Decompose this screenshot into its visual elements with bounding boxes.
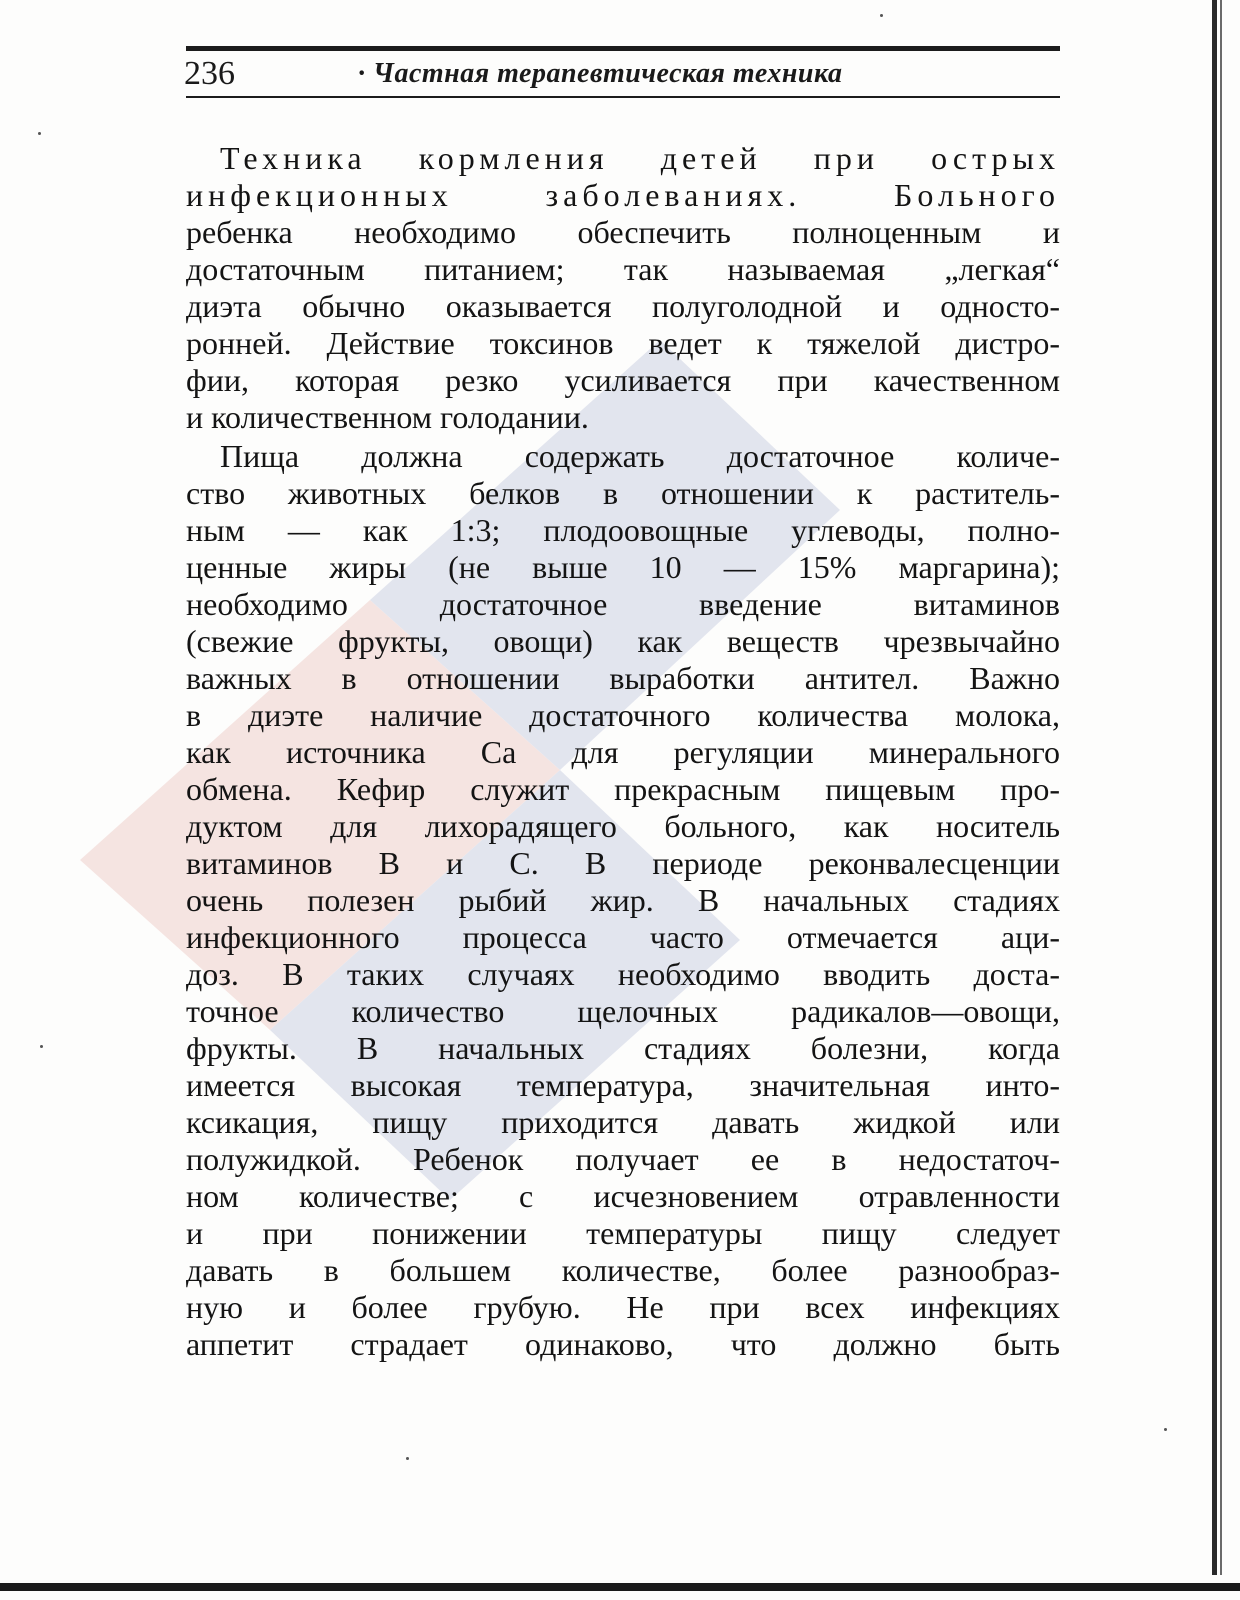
text-line: Техника кормления детей при острых (220, 140, 1060, 176)
text-line: как источника Са для регуляции минерального (186, 734, 1060, 770)
text-line: ребенка необходимо обеспечить полноценным и (186, 214, 1060, 250)
text-line: ство животных белков в отношении к раститель- (186, 475, 1060, 511)
text-line: ном количестве; с исчезновением отравленности (186, 1178, 1060, 1214)
text-line: очень полезен рыбий жир. В начальных стадиях (186, 882, 1060, 918)
text-line: ную и более грубую. Не при всех инфекциях (186, 1289, 1060, 1325)
text-line: давать в большем количестве, более разнообраз- (186, 1252, 1060, 1288)
text-line: аппетит страдает одинаково, что должно быть (186, 1326, 1060, 1362)
text-line: необходимо достаточное введение витаминов (186, 586, 1060, 622)
scan-speck (880, 14, 883, 17)
text-line: ценные жиры (не выше 10 — 15% маргарина); (186, 549, 1060, 585)
text-line: и при понижении температуры пищу следует (186, 1215, 1060, 1251)
text-line: инфекционного процесса часто отмечается аци- (186, 919, 1060, 955)
text-line: важных в отношении выработки антител. Важно (186, 660, 1060, 696)
text-line: (свежие фрукты, овощи) как веществ чрезвычайно (186, 623, 1060, 659)
text-line: доз. В таких случаях необходимо вводить доста- (186, 956, 1060, 992)
page-right-edge (1212, 0, 1217, 1575)
text-line: обмена. Кефир служит прекрасным пищевым про- (186, 771, 1060, 807)
text-line: ронней. Действие токсинов ведет к тяжелой дистро- (186, 325, 1060, 361)
page-number: 236 (184, 55, 235, 92)
text-line: фрукты. В начальных стадиях болезни, когда (186, 1030, 1060, 1066)
running-head: · Частная терапевтическая техника (358, 58, 843, 89)
text-line: ным — как 1:3; плодоовощные углеводы, полно- (186, 512, 1060, 548)
scan-speck (1164, 1428, 1167, 1431)
text-line: и количественном голодании. (186, 399, 589, 435)
scan-speck (406, 1457, 409, 1460)
scan-speck (40, 1045, 43, 1048)
text-line: Пища должна содержать достаточное количе- (220, 438, 1060, 474)
text-line: имеется высокая температура, значительная инто- (186, 1067, 1060, 1103)
text-line: достаточным питанием; так называемая „легкая“ (186, 251, 1060, 287)
text-line: витаминов В и С. В периоде реконвалесценции (186, 845, 1060, 881)
text-line: инфекционных заболеваниях. Больного (186, 177, 1060, 213)
page-bottom-edge (0, 1583, 1240, 1591)
text-line: фии, которая резко усиливается при качественном (186, 362, 1060, 398)
text-line: в диэте наличие достаточного количества молока, (186, 697, 1060, 733)
text-line: ксикация, пищу приходится давать жидкой или (186, 1104, 1060, 1140)
text-line: диэта обычно оказывается полуголодной и односто- (186, 288, 1060, 324)
page-right-edge-shadow (1220, 0, 1222, 1575)
text-line: полужидкой. Ребенок получает ее в недостаточ- (186, 1141, 1060, 1177)
body-text (186, 140, 1060, 1363)
header-rule-top (186, 46, 1060, 51)
scan-speck (38, 132, 41, 135)
header-rule-bottom (186, 96, 1060, 98)
text-line: точное количество щелочных радикалов—овощи, (186, 993, 1060, 1029)
text-line: дуктом для лихорадящего больного, как носитель (186, 808, 1060, 844)
